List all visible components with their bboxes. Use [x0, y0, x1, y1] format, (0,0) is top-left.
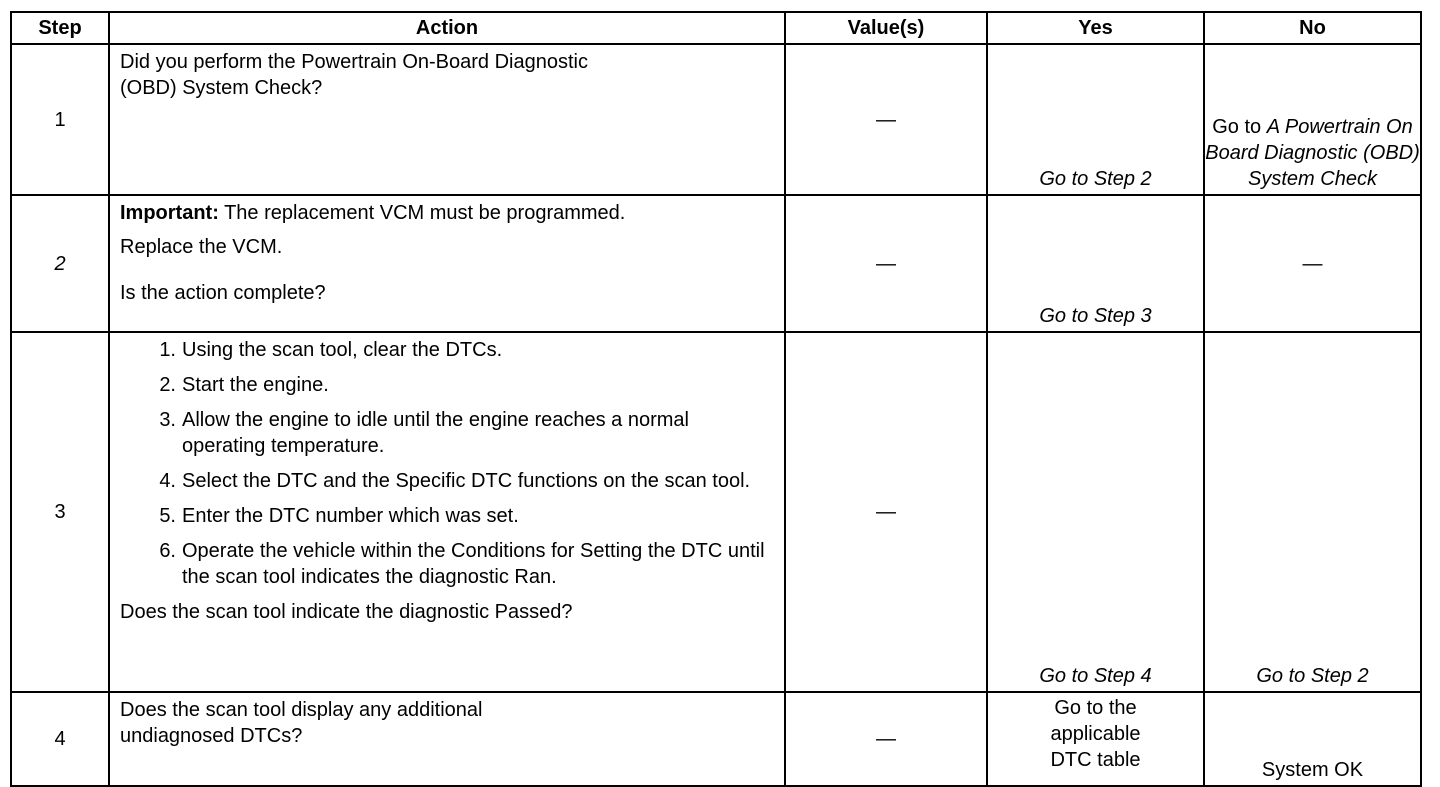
no-cell: [1204, 44, 1421, 195]
substep-number: 5.: [159, 505, 176, 527]
no-cell: [1204, 332, 1421, 692]
header-no: No: [1204, 12, 1421, 44]
yes-cell: [987, 332, 1204, 692]
value-dash: —: [876, 501, 896, 523]
list-item: [120, 337, 774, 363]
step-number: 2: [11, 195, 109, 332]
value-dash: —: [876, 728, 896, 750]
action-cell: [109, 692, 785, 786]
list-item: [120, 468, 774, 494]
no-prefix: Go to: [1212, 116, 1262, 138]
step-number: 4: [11, 692, 109, 786]
list-item: [120, 407, 774, 459]
yes-cell: [987, 44, 1204, 195]
table-row-step-2: [11, 195, 1421, 332]
value-cell: [785, 332, 987, 692]
substep-number: 3.: [159, 409, 176, 431]
list-item: [120, 503, 774, 529]
no-cell: [1204, 195, 1421, 332]
important-note: [120, 200, 774, 226]
no-link[interactable]: A Powertrain On Board Diagnostic (OBD) System Check: [1205, 116, 1420, 190]
substep-text: Allow the engine to idle until the engine reaches a normal operating temperature.: [182, 409, 689, 457]
header-step: Step: [11, 12, 109, 44]
yes-link[interactable]: Go to Step 3: [1039, 305, 1152, 327]
substep-number: 6.: [159, 540, 176, 562]
no-dash: —: [1302, 252, 1323, 275]
substep-number: 2.: [159, 374, 176, 396]
header-yes: Yes: [987, 12, 1204, 44]
value-dash: —: [876, 252, 896, 275]
yes-cell: [987, 692, 1204, 786]
action-cell: [109, 332, 785, 692]
diagnostic-table: [10, 11, 1422, 787]
yes-link[interactable]: Go to Step 4: [1039, 665, 1152, 687]
important-text: The replacement VCM must be programmed.: [224, 202, 626, 224]
step-number: 1: [11, 44, 109, 195]
header-action: Action: [109, 12, 785, 44]
list-item: [120, 372, 774, 398]
substep-text: Using the scan tool, clear the DTCs.: [182, 339, 503, 361]
substep-number: 1.: [159, 339, 176, 361]
table-row-step-4: [11, 692, 1421, 786]
action-cell: [109, 195, 785, 332]
yes-link[interactable]: Go to Step 2: [1039, 168, 1152, 190]
action-cell: [109, 44, 785, 195]
value-cell: [785, 692, 987, 786]
yes-cell: [987, 195, 1204, 332]
value-cell: [785, 44, 987, 195]
action-text: Did you perform the Powertrain On-Board Diagnostic (OBD) System Check?: [120, 51, 588, 99]
value-dash: —: [876, 108, 896, 131]
action-line: Replace the VCM.: [120, 236, 283, 258]
value-cell: [785, 195, 987, 332]
substep-list: [120, 337, 774, 590]
step-number: 3: [11, 332, 109, 692]
action-text: Does the scan tool display any additional undiagnosed DTCs?: [120, 699, 483, 747]
no-result: System OK: [1261, 759, 1364, 781]
list-item: [120, 538, 774, 590]
table-row-step-3: [11, 332, 1421, 692]
substep-number: 4.: [159, 470, 176, 492]
substep-text: Start the engine.: [182, 374, 329, 396]
action-question: Does the scan tool indicate the diagnostic Passed?: [120, 601, 573, 623]
header-values: Value(s): [785, 12, 987, 44]
header-row: [11, 12, 1421, 44]
substep-text: Operate the vehicle within the Conditions for Setting the DTC until the scan tool indicates the diagnostic Ran.: [182, 540, 765, 588]
no-cell: [1204, 692, 1421, 786]
table-row-step-1: [11, 44, 1421, 195]
yes-link[interactable]: Go to the applicable DTC table: [1050, 697, 1141, 771]
substep-text: Enter the DTC number which was set.: [182, 505, 519, 527]
important-label: Important:: [120, 202, 219, 224]
action-question: Is the action complete?: [120, 282, 326, 304]
substep-text: Select the DTC and the Specific DTC functions on the scan tool.: [182, 470, 751, 492]
no-link[interactable]: Go to Step 2: [1256, 665, 1369, 687]
